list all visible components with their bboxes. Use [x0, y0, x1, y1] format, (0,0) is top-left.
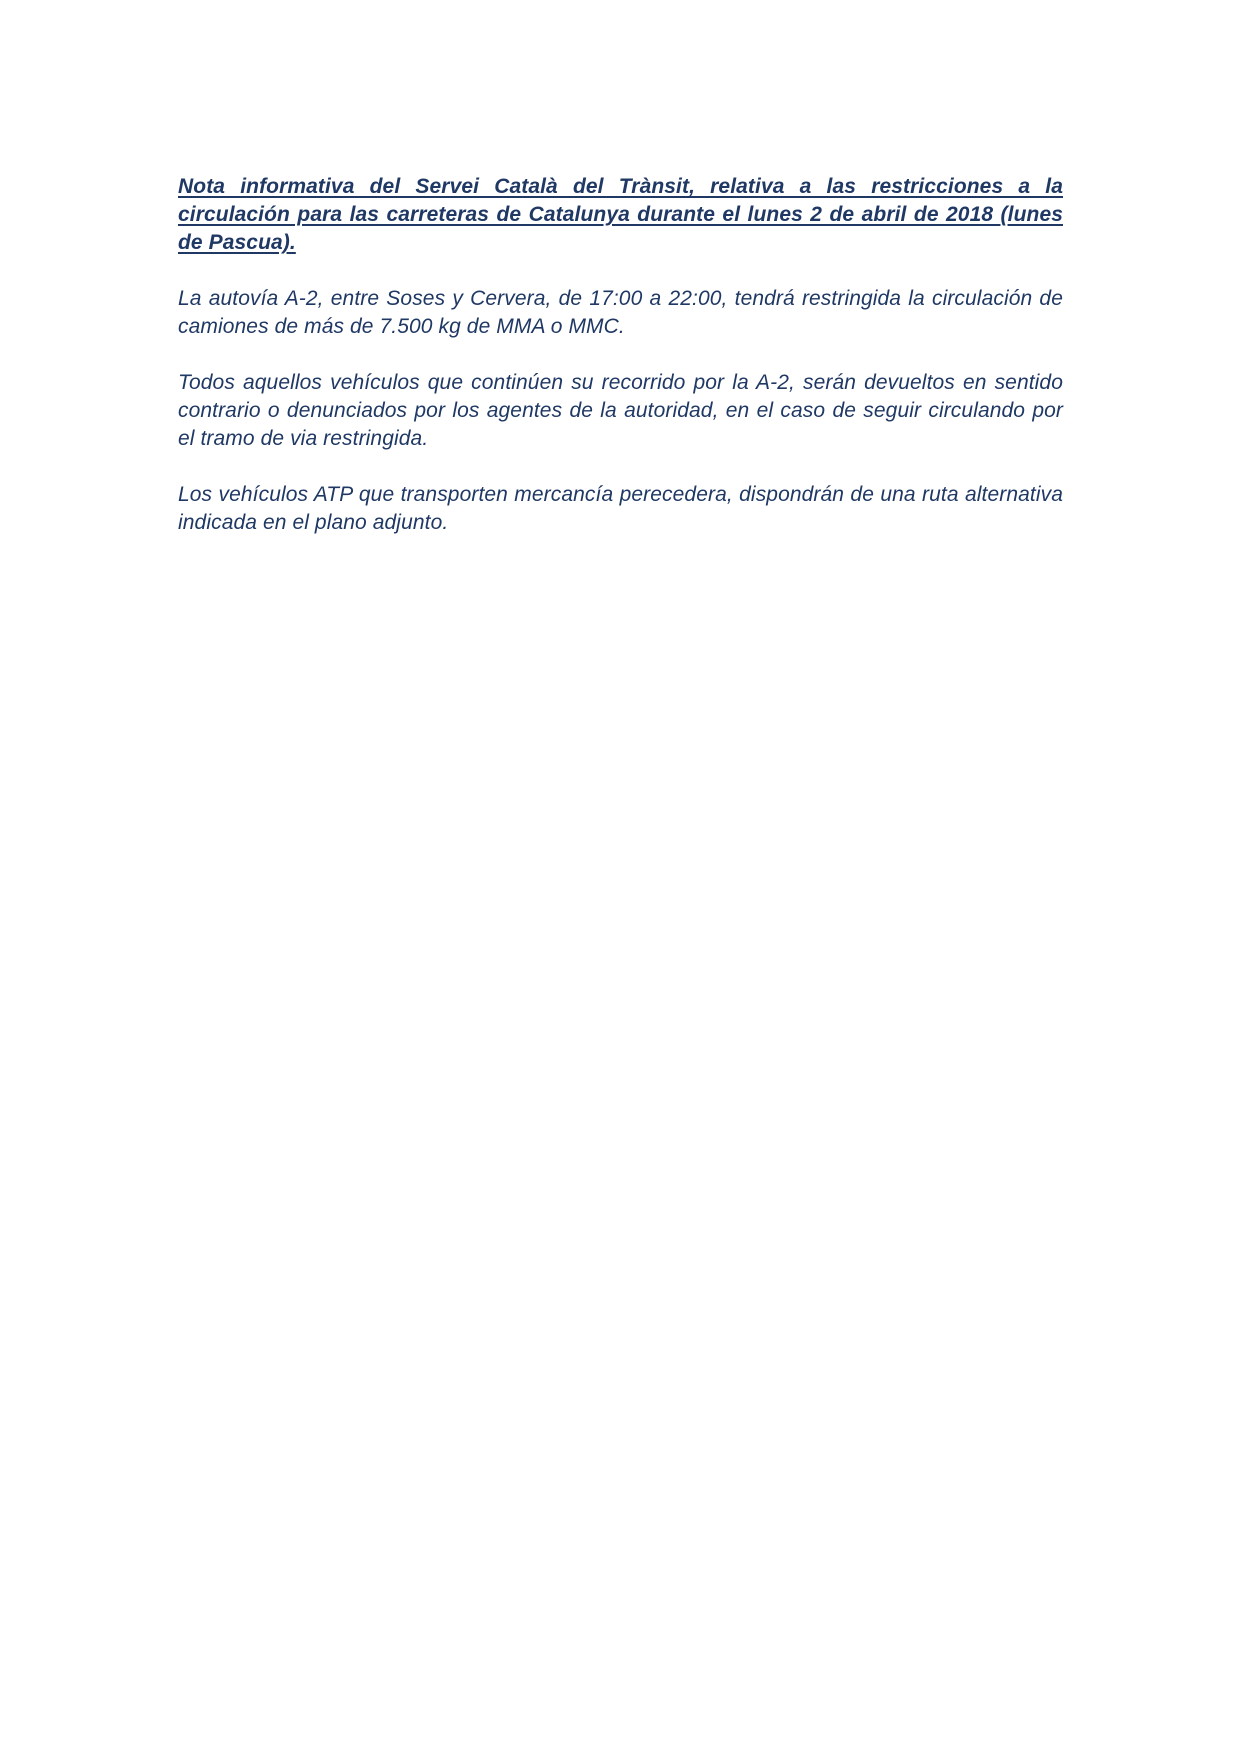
paragraph-restriction: La autovía A-2, entre Soses y Cervera, de 17:00 a 22:00, tendrá restringida la circulación de camiones de más de 7.500 kg de MMA o MMC.	[178, 287, 1063, 338]
paragraph-enforcement: Todos aquellos vehículos que continúen su recorrido por la A-2, serán devueltos en sentido contrario o denunciados por los agentes de la autoridad, en el caso de seguir circulando por el tramo de via restringida.	[178, 371, 1063, 450]
document-title: Nota informativa del Servei Català del Trànsit, relativa a las restricciones a la circulación para las carreteras de Catalunya durante el lunes 2 de abril de 2018 (lunes de Pascua).	[178, 175, 1063, 254]
paragraph-alternative-route: Los vehículos ATP que transporten mercancía perecedera, dispondrán de una ruta alternativa indicada en el plano adjunto.	[178, 483, 1063, 534]
document-body	[178, 173, 1063, 565]
